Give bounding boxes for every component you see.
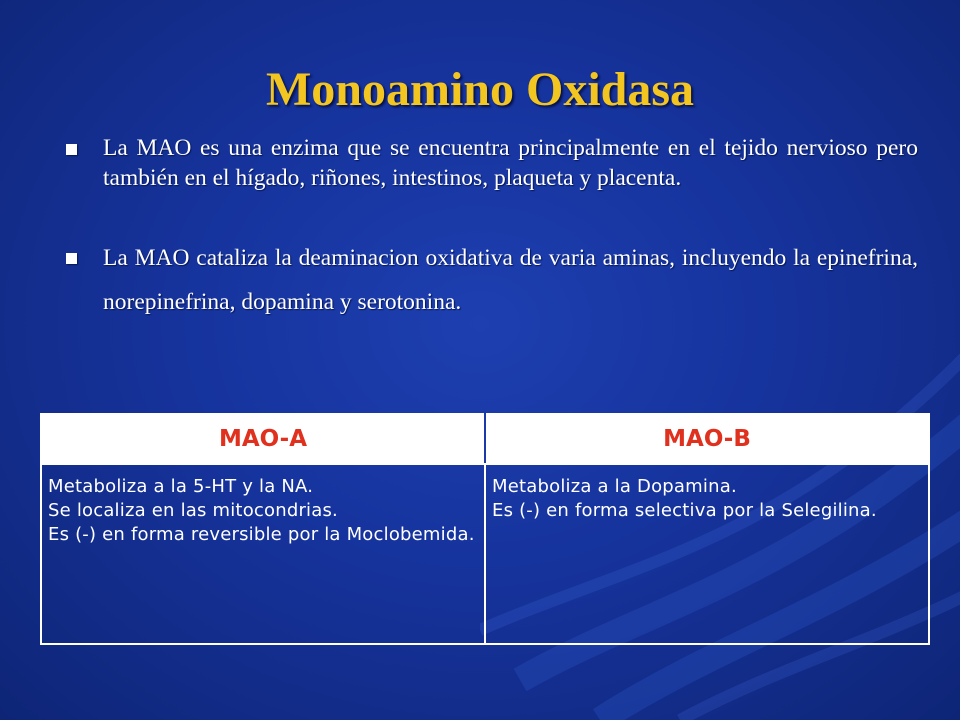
cell-line: Es (-) en forma reversible por la Moclobemida. — [48, 524, 475, 545]
table-header-row — [41, 414, 929, 464]
header-mao-b: MAO-B — [485, 414, 929, 464]
cell-line: Se localiza en las mitocondrias. — [48, 500, 338, 521]
slide-title: Monoamino Oxidasa — [265, 63, 695, 116]
bullet-text: La MAO cataliza la deaminacion oxidativa de varia aminas, incluyendo la epinefrina, norepinefrina, dopamina y serotonina. — [103, 245, 918, 315]
bullet-list — [66, 133, 918, 324]
cell-line: Metaboliza a la 5-HT y la NA. — [48, 476, 314, 497]
cell-mao-a — [41, 464, 485, 644]
table-row — [41, 464, 929, 644]
cell-line: Metaboliza a la Dopamina. — [492, 476, 737, 497]
bullet-item — [66, 133, 918, 193]
bullet-item — [66, 236, 918, 324]
square-bullet-icon — [66, 144, 77, 155]
square-bullet-icon — [66, 253, 77, 264]
bullet-text: La MAO es una enzima que se encuentra principalmente en el tejido nervioso pero también en el hígado, riñones, intestinos, plaqueta y placenta. — [103, 135, 918, 191]
mao-comparison-table — [40, 413, 930, 645]
header-mao-a: MAO-A — [41, 414, 485, 464]
cell-line: Es (-) en forma selectiva por la Selegilina. — [492, 500, 877, 521]
cell-mao-b — [485, 464, 929, 644]
